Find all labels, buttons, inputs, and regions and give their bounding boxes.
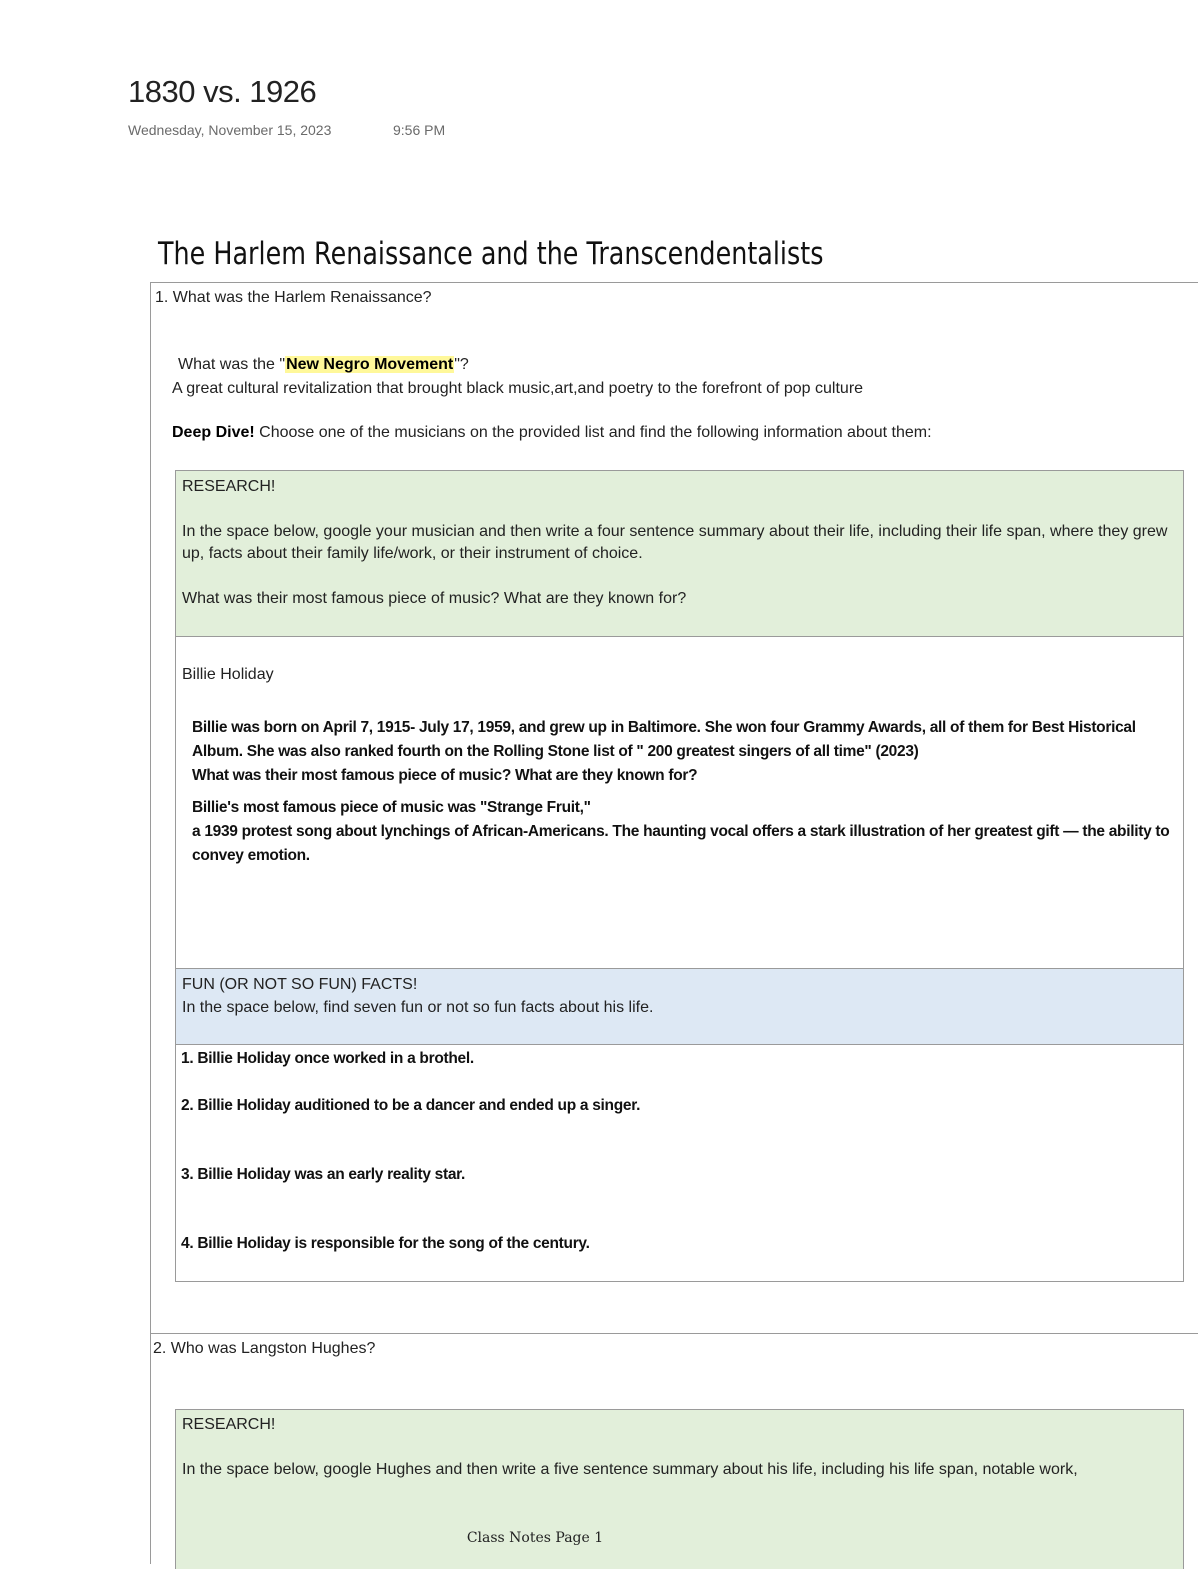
musician-name: Billie Holiday [182,666,274,683]
research-2-title: RESEARCH! [182,1416,276,1433]
new-negro-movement-answer: A great cultural revitalization that brought black music,art,and poetry to the forefront of pop culture [172,380,864,397]
question-2: 2. Who was Langston Hughes? [153,1340,376,1357]
fun-fact-item: 1. Billie Holiday once worked in a brothel. [181,1050,474,1067]
research-2-instructions: In the space below, google Hughes and then write a five sentence summary about his life, including his life span, notable work, [182,1461,1078,1478]
deep-dive-label: Deep Dive! [172,424,255,441]
nnm-suffix: "? [454,356,469,373]
research-title: RESEARCH! [182,478,276,495]
research-instructions: In the space below, google your musician and then write a four sentence summary about their life, including their life span, where they grew up, facts about their family life/work, or their instrument of choice. [182,523,1168,562]
research-question: What was their most famous piece of music? What are they known for? [182,590,687,607]
nnm-prefix: What was the " [178,356,286,373]
page-time: 9:56 PM [393,122,446,138]
question-1: 1. What was the Harlem Renaissance? [155,289,432,306]
famous-line-2: a 1939 protest song about lynchings of African-Americans. The haunting vocal offers a stark illustration of her greatest gift — the ability to convey emotion. [192,823,1170,864]
page-footer: Class Notes Page 1 [466,1530,604,1546]
page-date: Wednesday, November 15, 2023 [128,122,332,138]
deep-dive-prompt [172,424,932,442]
musician-famous-piece [192,796,1177,868]
fun-facts-description: In the space below, find seven fun or not so fun facts about his life. [182,999,654,1016]
fun-facts-title: FUN (OR NOT SO FUN) FACTS! [182,976,418,993]
famous-line-1: Billie's most famous piece of music was "Strange Fruit," [192,799,591,816]
nnm-highlight: New Negro Movement [286,356,454,373]
musician-question: What was their most famous piece of music? What are they known for? [192,767,698,784]
musician-summary: Billie was born on April 7, 1915- July 17, 1959, and grew up in Baltimore. She won four Grammy Awards, all of them for Best Historical Album. She was also ranked fourth on the Rolling Stone list of " 200 greatest singers of all time" (2023) [192,719,1136,760]
document-heading: The Harlem Renaissance and the Transcendentalists [158,236,824,272]
fun-fact-item: 4. Billie Holiday is responsible for the song of the century. [181,1235,590,1252]
new-negro-movement-question [178,356,469,374]
fun-fact-item: 2. Billie Holiday auditioned to be a dancer and ended up a singer. [181,1097,641,1114]
deep-dive-text: Choose one of the musicians on the provided list and find the following information about them: [254,424,932,441]
page-title: 1830 vs. 1926 [128,74,317,109]
fun-fact-item: 3. Billie Holiday was an early reality star. [181,1166,466,1183]
